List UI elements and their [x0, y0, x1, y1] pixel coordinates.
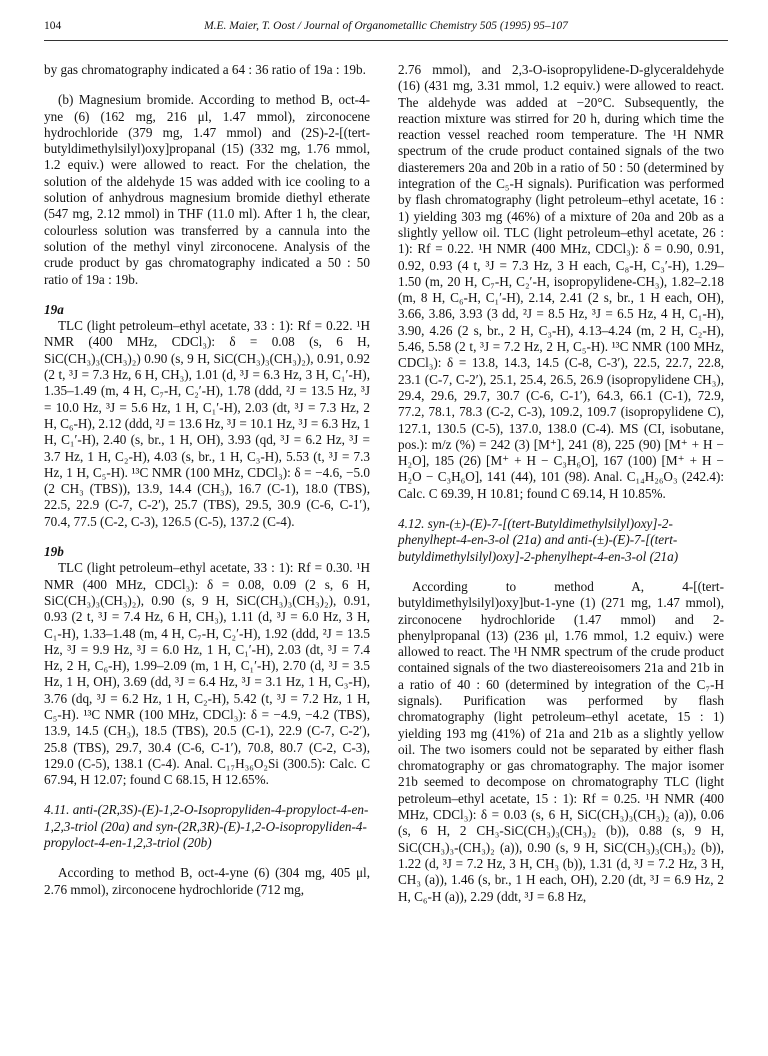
paragraph-ratio-19a-19b: by gas chromatography indicated a 64 : 36 ratio of 19a : 19b.: [44, 62, 366, 77]
paragraph-19b-data: TLC (light petroleum–ethyl acetate, 33 : 1): Rf = 0.30. ¹H NMR (400 MHz, CDCl₃): δ = 0.08, 0.09 (2 s, 6 H, SiC(CH₃)₃(CH₃)₂), 0.90 (s, 9 H, SiC(CH₃)₃(CH₃)₂), 0.91, 0.93 (2 t, ³J = 7.4 Hz, 6 H, CH₃), 1.11 (d, ³J = 6.0 Hz, 3 H, C₁-H), 1.33–1.48 (m, 4 H, C₇-H, C₂′-H), 1.92 (ddd, ²J = 13.5 Hz, ³J = 9.9 Hz, ³J = 6.0 Hz, 1 H, C₁′-H), 2.03 (dt, ³J = 7.4 Hz, 2 H, C₆-H), 1.99–2.09 (m, 1 H, C₁′-H), 2.70 (d, ³J = 3.5 Hz, 1 H, OH), 3.69 (dd, ³J = 6.4 Hz, ³J = 3.1 Hz, 1 H, C₃-H), 3.76 (dq, ³J = 6.2 Hz, 1 H, C₂-H), 5.42 (t, ³J = 7.2 Hz, 1 H, C₅-H). ¹³C NMR (100 MHz, CDCl₃): δ = −4.9, −4.2 (TBS), 13.9, 14.5 (CH₃), 18.5 (TBS), 20.5 (C-1), 22.9 (C-7, C-2′), 25.8 (TBS), 29.7, 30.4 (C-6, C-1′), 70.8, 80.7 (C-2, C-3), 129.0 (C-5), 138.1 (C-4). Anal. C₁₇H₃₆O₂Si (300.5): Calc. C 67.94, H 12.07; found C 68.15, H 12.65%.: [44, 560, 370, 788]
paragraph-4-12: According to method A, 4-[(tert-butyldimethylsilyl)oxy]but-1-yne (1) (271 mg, 1.47 mmol), zirconocene hydrochloride (1.47 mmol) and 2-phenylpropanal (13) (236 μl, 1.76 mmol, 1.2 equiv.) were allowed to react. The ¹H NMR spectrum of the crude product contained signals of the two diastereoisomers 21a and 21b in a ratio of 40 : 60 (determined by integration of the C₇-H signals). Purification was performed by flash chromatography (light petroleum–ethyl acetate, 15 : 1) yielding 193 mg (41%) of 21a and 21b as a slightly yellow oil. The two isomers could not be separated by either flash chromatography or gas chromatography. The major isomer 21b seemed to decompose on chromatography TLC (light petroleum–ethyl acetate, 15 : 1): Rf = 0.25. ¹H NMR (400 MHz, CDCl₃): δ = 0.03 (s, 6 H, SiC(CH₃)₃(CH₃)₂ (a)), 0.06 (s, 6 H, 2 CH₃-SiC(CH₃)₃(CH₃)₂ (b)), 0.88 (s, 9 H, SiC(CH₃)₃-(CH₃)₂ (a)), 0.90 (s, 9 H, SiC(CH₃)₃(CH₃)₂ (b)), 1.22 (d, ³J = 7.2 Hz, 3 H, CH₃ (b)), 1.31 (d, ³J = 7.2 Hz, 3 H, CH₃ (a)), 1.46 (s, br., 1 H each, OH), 2.20 (dt, ³J = 6.9 Hz, 2 H, C₆-H (a)), 2.29 (ddt, ³J = 6.8 Hz,: [398, 578, 724, 904]
subheading-19b: 19b: [44, 544, 64, 560]
section-heading-4-11: 4.11. anti-(2R,3S)-(E)-1,2-O-Isopropyliden-4-propyloct-4-en-1,2,3-triol (20a) and syn-(2R,3R)-(E)-1,2-O-isopropyliden-4-propyloct-4-en-1,2,3-triol (20b): [44, 802, 369, 851]
page-number: 104: [44, 20, 62, 32]
section-heading-4-12: 4.12. syn-(±)-(E)-7-[(tert-Butyldimethylsilyl)oxy]-2-phenylhept-4-en-3-ol (21a) and anti-(±)-(E)-7-[(tert-butyldimethylsilyl)oxy]-2-phenylhept-4-en-3-ol (21a): [398, 516, 679, 564]
journal-citation: M.E. Maier, T. Oost / Journal of Organometallic Chemistry 505 (1995) 95–107: [204, 20, 568, 32]
paragraph-4-11-continued: 2.76 mmol), and 2,3-O-isopropylidene-D-glyceraldehyde (16) (431 mg, 3.31 mmol, 1.2 equiv.) were allowed to react. The aldehyde was added at −20°C. Subsequently, the reaction mixture was stirred for 20 h, during which time the reaction vessel reached room temperature. The ¹H NMR spectrum of the crude product contained signals of the two diasteremers 20a and 20b in a ratio of 50 : 50 (determined by integration of the C₅-H signals). Purification was performed by flash chromatography (light petroleum–ethyl acetate, 16 : 1) yielding 303 mg (46%) of a mixture of 20a and 20b as a slightly yellow oil. TLC (light petroleum–ethyl acetate, 26 : 1): Rf = 0.22. ¹H NMR (400 MHz, CDCl₃): δ = 0.90, 0.91, 0.92, 0.93 (4 t, ³J = 7.3 Hz, 3 H each, C₈-H, C₃′-H), 1.29–1.50 (m, 20 H, C₇-H, C₂′-H, isopropylidene-CH₃), 1.82–2.18 (m, 8 H, C₆-H, C₁′-H), 2.14, 2.41 (2 s, br., 1 H each, OH), 3.66, 3.86, 3.93 (3 dd, ²J = 8.5 Hz, ³J = 6.5 Hz, 4 H, C₁-H), 3.90, 4.26 (2 s, br., 2 H, C₃-H), 4.13–4.24 (m, 2 H, C₂-H), 5.46, 5.58 (2 t, ³J = 7.2 Hz, 2 H, C₅-H). ¹³C NMR (100 MHz, CDCl₃): δ = 13.8, 14.3, 14.5 (C-8, C-3′), 22.5, 22.7, 22.8, 23.1 (C-7, C-2′), 25.1, 25.4, 26.5, 26.9 (isopropylidene CH₃), 29.4, 29.6, 29.7, 30.7 (C-6, C-1′), 64.3, 66.1 (C-1), 72.9, 77.2, 78.1, 78.3 (C-2, C-3), 109.2, 109.7 (isopropylidene C), 127.1, 130.5 (C-5), 137.0, 138.0 (C-4). MS (CI, isobutane, pos.): m/z (%) = 242 (3) [M⁺], 241 (8), 225 (90) [M⁺ + H − H₂O], 185 (26) [M⁺ + H − C₃H₆O], 167 (100) [M⁺ + H − H₂O − C₃H₆O], 141 (44), 101 (98). Anal. C₁₄H₂₆O₃ (242.4): Calc. C 69.39, H 10.81; found C 69.14, H 10.85%.: [398, 62, 724, 501]
right-column: [398, 62, 724, 905]
paragraph-4-11-start: According to method B, oct-4-yne (6) (304 mg, 405 μl, 2.76 mmol), zirconocene hydrochloride (712 mg,: [44, 865, 370, 897]
header-rule: [44, 40, 728, 41]
left-column: [44, 62, 370, 898]
running-header: [44, 20, 728, 36]
paragraph-magnesium-bromide: (b) Magnesium bromide. According to method B, oct-4-yne (6) (162 mg, 216 μl, 1.47 mmol), zirconocene hydrochloride (379 mg, 1.47 mmol) and (2S)-2-[(tert-butyldimethylsilyl)oxy]propanal (15) (332 mg, 1.76 mmol, 1.2 equiv.) were allowed to react. For the chelation, the solution of the aldehyde 15 was added with ice cooling to a solution of anhydrous magnesium bromide diethyl etherate (547 mg, 2.12 mmol) in THF (11.0 ml). After 1 h, the clear, colourless solution was transferred by a cannula into the solution of the methyl vinyl zirconocene. Analysis of the crude product by gas chromatography indicated a 50 : 50 ratio of 19a : 19b.: [44, 92, 370, 287]
subheading-19a: 19a: [44, 301, 64, 317]
paragraph-19a-data: TLC (light petroleum–ethyl acetate, 33 : 1): Rf = 0.22. ¹H NMR (400 MHz, CDCl₃): δ = 0.08 (s, 6 H, SiC(CH₃)₃(CH₃)₂) 0.90 (s, 9 H, SiC(CH₃)₃(CH₃)₂), 0.91, 0.92 (2 t, ³J = 7.3 Hz, 6 H, CH₃), 1.01 (d, ³J = 6.3 Hz, 3 H, C₁′-H), 1.35–1.49 (m, 4 H, C₇-H, C₂′-H), 1.78 (ddd, ²J = 13.5 Hz, ³J = 10.0 Hz, ³J = 5.6 Hz, 1 H, C₁′-H), 2.03 (dt, ³J = 7.3 Hz, 2 H, C₆-H), 2.12 (ddd, ²J = 13.6 Hz, ³J = 10.1 Hz, ³J = 6.3 Hz, 1 H, C₁′-H), 2.40 (s, br., 1 H, OH), 3.93 (qd, ³J = 6.2 Hz, ³J = 3.7 Hz, 1 H, C₂-H), 4.03 (s, br., 1 H, C₃-H), 5.53 (t, ³J = 7.3 Hz, 1 H, C₅-H). ¹³C NMR (100 MHz, CDCl₃): δ = −4.6, −5.0 (2 CH₃ (TBS)), 13.9, 14.4 (CH₃), 16.7 (C-1), 18.0 (TBS), 22.5, 22.9 (C-7, C-2′), 25.7 (TBS), 29.5, 30.9 (C-6, C-1′), 70.4, 77.5 (C-2, C-3), 126.5 (C-5), 137.2 (C-4).: [44, 318, 370, 529]
